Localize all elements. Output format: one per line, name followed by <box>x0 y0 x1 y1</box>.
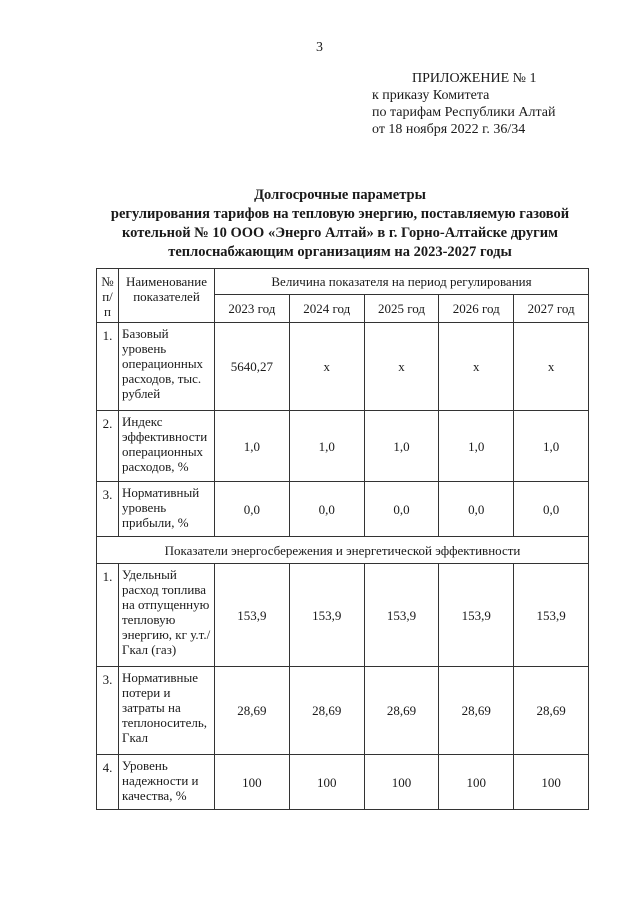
table-row <box>97 323 589 411</box>
row-value: 153,9 <box>289 564 364 667</box>
row-num: 2. <box>97 411 119 482</box>
row-value: 1,0 <box>514 411 589 482</box>
appendix-title: ПРИЛОЖЕНИЕ № 1 <box>412 71 537 86</box>
appendix-date: от 18 ноября 2022 г. 36/34 <box>372 122 526 137</box>
row-value: 100 <box>514 755 589 810</box>
section-title: Показатели энергосбережения и энергетической эффективности <box>97 537 589 564</box>
header-name: Наименование показателей <box>119 269 215 323</box>
title-line: котельной № 10 ООО «Энерго Алтай» в г. Горно-Алтайске другим <box>122 225 558 241</box>
row-num: 1. <box>97 564 119 667</box>
header-year: 2025 год <box>364 295 439 323</box>
row-value: 28,69 <box>439 667 514 755</box>
row-value: х <box>514 323 589 411</box>
row-num: 3. <box>97 667 119 755</box>
row-name: Нормативные потери и затраты на теплоноситель, Гкал <box>119 667 215 755</box>
row-value: 28,69 <box>289 667 364 755</box>
appendix-block <box>372 70 555 138</box>
row-num: 3. <box>97 482 119 537</box>
appendix-line: к приказу Комитета <box>372 88 490 103</box>
row-value: 28,69 <box>364 667 439 755</box>
row-name: Нормативный уровень прибыли, % <box>119 482 215 537</box>
row-value: 1,0 <box>289 411 364 482</box>
table-row <box>97 564 589 667</box>
row-value: 100 <box>364 755 439 810</box>
row-value: 28,69 <box>514 667 589 755</box>
row-value: х <box>364 323 439 411</box>
appendix-line: по тарифам Республики Алтай <box>372 105 556 120</box>
row-value: 100 <box>439 755 514 810</box>
row-value: 153,9 <box>364 564 439 667</box>
header-year: 2027 год <box>514 295 589 323</box>
header-num: № п/п <box>97 269 119 323</box>
row-value: х <box>289 323 364 411</box>
row-value: 100 <box>289 755 364 810</box>
row-value: 5640,27 <box>215 323 290 411</box>
row-value: 0,0 <box>289 482 364 537</box>
row-value: 100 <box>215 755 290 810</box>
row-value: 0,0 <box>439 482 514 537</box>
row-value: 153,9 <box>215 564 290 667</box>
table-row <box>97 411 589 482</box>
page-number: 3 <box>316 40 323 55</box>
row-value: 0,0 <box>514 482 589 537</box>
row-value: 1,0 <box>364 411 439 482</box>
row-name: Базовый уровень операционных расходов, тыс. рублей <box>119 323 215 411</box>
row-value: 0,0 <box>215 482 290 537</box>
header-period: Величина показателя на период регулирования <box>215 269 589 295</box>
parameters-table <box>96 268 589 810</box>
table-row <box>97 482 589 537</box>
header-year: 2024 год <box>289 295 364 323</box>
table-row <box>97 755 589 810</box>
row-value: 0,0 <box>364 482 439 537</box>
title-line: теплоснабжающим организациям на 2023-2027 годы <box>168 244 512 260</box>
header-year: 2023 год <box>215 295 290 323</box>
row-value: 28,69 <box>215 667 290 755</box>
document-title <box>80 186 600 262</box>
row-name: Удельный расход топлива на отпущенную тепловую энергию, кг у.т./Гкал (газ) <box>119 564 215 667</box>
section-row <box>97 537 589 564</box>
row-value: х <box>439 323 514 411</box>
row-num: 4. <box>97 755 119 810</box>
row-num: 1. <box>97 323 119 411</box>
row-value: 153,9 <box>439 564 514 667</box>
header-year: 2026 год <box>439 295 514 323</box>
title-line: регулирования тарифов на тепловую энергию, поставляемую газовой <box>110 206 570 222</box>
row-value: 1,0 <box>215 411 290 482</box>
title-line: Долгосрочные параметры <box>254 187 426 203</box>
row-name: Индекс эффективности операционных расходов, % <box>119 411 215 482</box>
table-row <box>97 667 589 755</box>
row-name: Уровень надежности и качества, % <box>119 755 215 810</box>
row-value: 153,9 <box>514 564 589 667</box>
row-value: 1,0 <box>439 411 514 482</box>
